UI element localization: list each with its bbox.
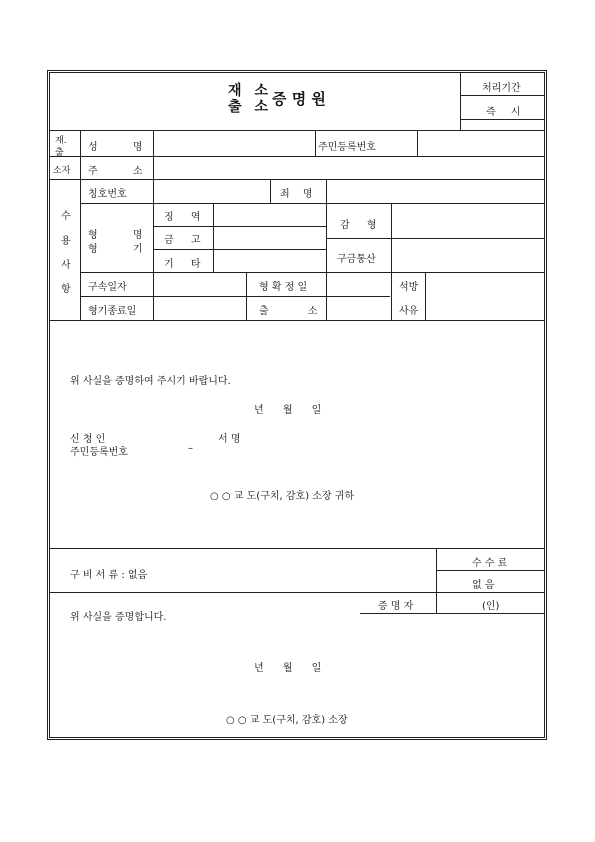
rule-confinement <box>153 249 326 250</box>
seal-mark: (인) <box>482 601 500 612</box>
title-char: 재 <box>228 83 242 99</box>
required-documents-label: 구 비 서 류 : 없음 <box>70 570 148 581</box>
certification-date: 년 월 일 <box>254 663 322 674</box>
sentence-confirmed-label: 형 확 정 일 <box>259 282 308 293</box>
rule-title-number <box>80 203 545 204</box>
confinement-field[interactable] <box>215 228 324 247</box>
release-field[interactable] <box>328 298 389 318</box>
title-line2 <box>228 96 268 116</box>
sentence-term-label: 형 기 <box>88 244 143 255</box>
fee-label: 수 수 료 <box>472 558 508 569</box>
title-char: 소 <box>254 83 268 99</box>
rule-reduction <box>326 238 545 239</box>
signature-label: 서 명 <box>218 434 241 445</box>
rule-v-rrn-value <box>417 130 418 156</box>
section-label: 수 <box>61 211 71 222</box>
rule-arrest <box>80 296 390 297</box>
rule-v-label <box>153 130 154 179</box>
rule-v-reduction <box>326 203 327 272</box>
rule-v-sentence <box>213 203 214 272</box>
processing-label: 처리기간 <box>482 83 521 94</box>
rule-fee <box>436 570 545 571</box>
rule-v-processing <box>460 72 461 130</box>
other-label: 기 타 <box>164 259 201 270</box>
release-reason-label: 석방 <box>399 282 419 293</box>
applicant-label: 신 청 인 <box>70 434 106 445</box>
crime-label: 죄 명 <box>280 189 313 200</box>
address-label: 주 소 <box>88 166 143 177</box>
rule-v-confirm-value <box>326 272 327 320</box>
release-label: 출 소 <box>259 306 318 317</box>
section-label: 출 <box>55 148 64 158</box>
confinement-label: 금 고 <box>164 235 201 246</box>
request-statement: 위 사실을 증명하여 주시기 바랍니다. <box>70 376 231 387</box>
rule-certifier <box>360 613 545 614</box>
title-number-label: 칭호번호 <box>88 189 127 200</box>
imprisonment-field[interactable] <box>215 205 324 224</box>
section-label: 용 <box>61 236 71 247</box>
release-reason-label-2: 사유 <box>399 306 419 317</box>
name-field[interactable] <box>155 132 313 154</box>
title-char: 소 <box>254 99 268 115</box>
rule-v-reduction-value <box>391 203 392 272</box>
rule-v-crime <box>270 179 271 203</box>
detention-conversion-field[interactable] <box>393 240 543 270</box>
arrest-date-field[interactable] <box>155 274 244 294</box>
reduction-label: 감 형 <box>340 220 377 231</box>
rule-sentence <box>80 272 545 273</box>
title-number-field[interactable] <box>155 181 268 201</box>
request-rrn-dash: – <box>188 443 193 454</box>
imprisonment-label: 징 역 <box>164 212 201 223</box>
sentence-label: 형 명 <box>88 230 143 241</box>
request-addressee: ○ ○ 교 도(구치, 감호) 소장 귀하 <box>210 491 355 502</box>
rule-imprisonment <box>153 226 326 227</box>
rule-v-confirm <box>246 272 247 320</box>
rule-v-rrn <box>315 130 316 156</box>
rule-header <box>50 130 545 131</box>
rule-name <box>50 156 545 157</box>
section-label: 소자 <box>53 166 71 176</box>
certification-issuer: ○ ○ 교 도(구치, 감호) 소장 <box>226 715 348 726</box>
address-field[interactable] <box>155 158 543 178</box>
rule-v-release <box>391 272 392 320</box>
reduction-field[interactable] <box>393 205 543 236</box>
arrest-date-label: 구속일자 <box>88 282 127 293</box>
rule-v-label2 <box>153 179 154 320</box>
other-field[interactable] <box>215 251 324 270</box>
processing-value: 즉 시 <box>486 107 527 118</box>
section-label: 사 <box>61 260 71 271</box>
sentence-end-field[interactable] <box>155 298 244 318</box>
section-label: 재. <box>55 136 67 146</box>
title-char: 출 <box>228 99 242 115</box>
certifier-label: 증 명 자 <box>378 601 414 612</box>
sentence-end-label: 형기종료일 <box>88 306 137 317</box>
fee-value: 없 음 <box>472 580 495 591</box>
release-reason-field[interactable] <box>427 274 543 318</box>
rule-documents <box>50 592 545 593</box>
rule-v-fee <box>436 548 437 613</box>
rule-v-section <box>80 130 81 320</box>
rule-address <box>50 179 545 180</box>
crime-field[interactable] <box>328 181 543 201</box>
request-rrn-label: 주민등록번호 <box>70 447 128 458</box>
page-title: 증 명 원 <box>272 90 326 108</box>
sentence-confirmed-field[interactable] <box>328 274 389 294</box>
name-label: 성 명 <box>88 142 143 153</box>
section-label: 항 <box>61 284 71 295</box>
rule-v-crime-value <box>326 179 327 203</box>
rrn-label: 주민등록번호 <box>318 142 376 153</box>
rule-v-release-value <box>425 272 426 320</box>
rrn-field[interactable] <box>419 132 543 154</box>
rule-processing <box>460 95 545 96</box>
certification-statement: 위 사실을 증명합니다. <box>70 612 167 623</box>
rule-request <box>50 548 545 549</box>
rule-processing-bottom <box>460 119 545 120</box>
detention-conversion-label: 구금통산 <box>337 254 376 265</box>
request-date: 년 월 일 <box>254 405 322 416</box>
rule-detention <box>50 320 545 321</box>
